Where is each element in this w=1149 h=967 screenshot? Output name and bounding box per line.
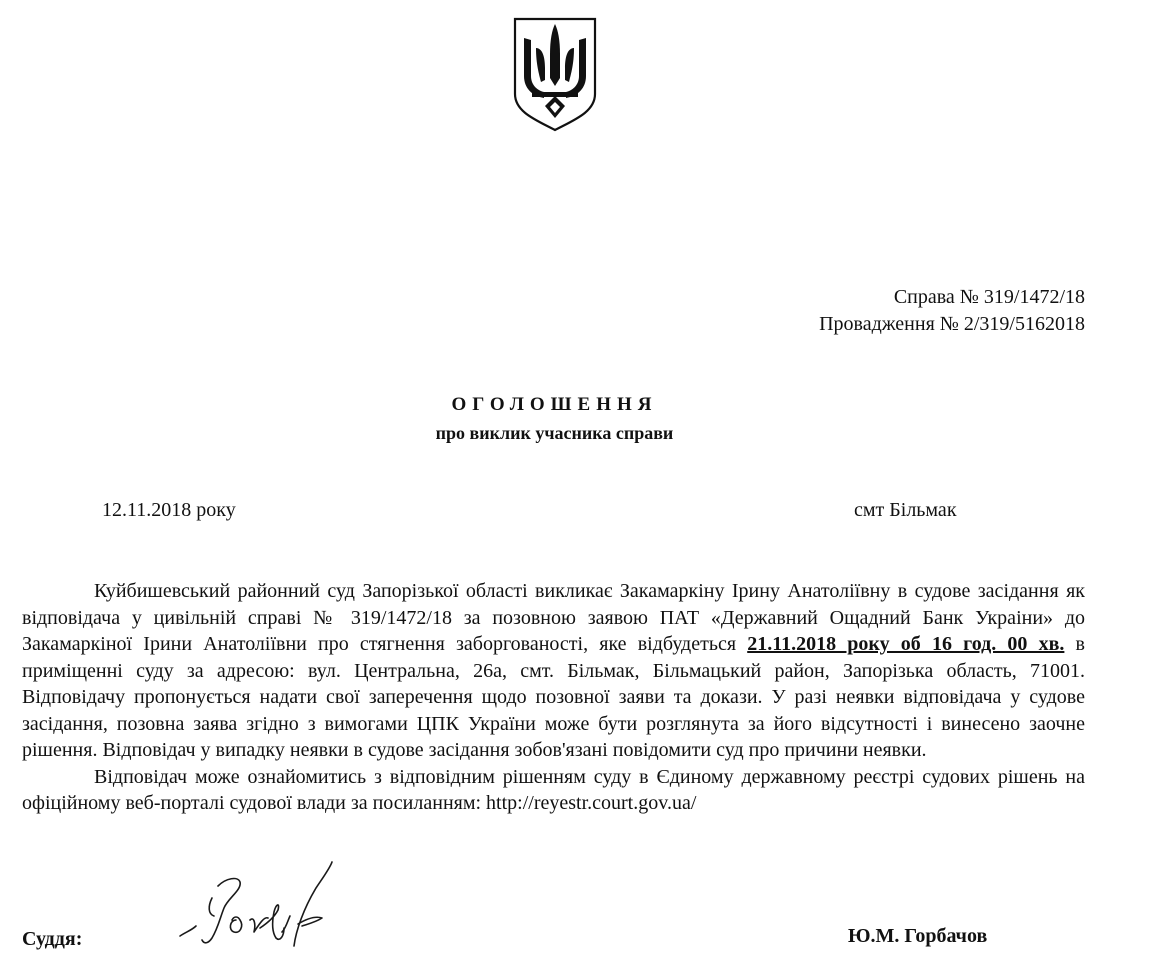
judge-name: Ю.М. Горбачов: [848, 925, 988, 947]
proceeding-number: Провадження № 2/319/5162018: [819, 313, 1085, 335]
case-info: [819, 284, 1085, 338]
coat-of-arms-icon: [512, 16, 598, 132]
document-subtitle: про виклик учасника справи: [435, 423, 674, 443]
document-title: ОГОЛОШЕННЯ: [451, 394, 658, 415]
document-place: смт Більмак: [854, 499, 957, 521]
case-number: Справа № 319/1472/18: [893, 286, 1085, 308]
document-body: [22, 578, 1085, 817]
document-date: 12.11.2018 року: [102, 499, 236, 521]
hearing-datetime: 21.11.2018 року об 16 год. 00 хв.: [747, 633, 1065, 655]
body-paragraph-1: [22, 578, 1085, 764]
judge-label: Суддя:: [22, 928, 83, 950]
body-paragraph-2: Відповідач може ознайомитись з відповідним рішенням суду в Єдиному державному реєстрі судових рішень на офіційному веб-порталі судової влади за посиланням: http://reyestr.court.gov.ua/: [22, 765, 1085, 814]
paragraph-1-text: Куйбишевський районний суд Запорізької області викликає Закамаркіну Ірину Анатоліївну в судове засідання як відповідача у цивільній справі № 319/1472/18 за позовною заявою ПАТ «Державний Ощадний Банк Украіни» до Закамаркіної Ірини Анатоліївни про стягнення заборгованості, яке відбудеться: [22, 580, 1085, 655]
paragraph-1-continuation: в приміщенні суду за адресою: вул. Центральна, 26а, смт. Більмак, Більмацький район, Запорізька область, 71001. Відповідачу пропонується надати свої заперечення щодо позовної заяви та докази. У разі неявки відповідача у судове засідання, позовна заява згідно з вимогами ЦПК України може бути розглянута за його відсутності і винесено заочне рішення. Відповідач у випадку неявки в судове засідання зобов'язані повідомити суд про причини неявки.: [22, 633, 1085, 761]
judge-signature: [178, 858, 338, 954]
